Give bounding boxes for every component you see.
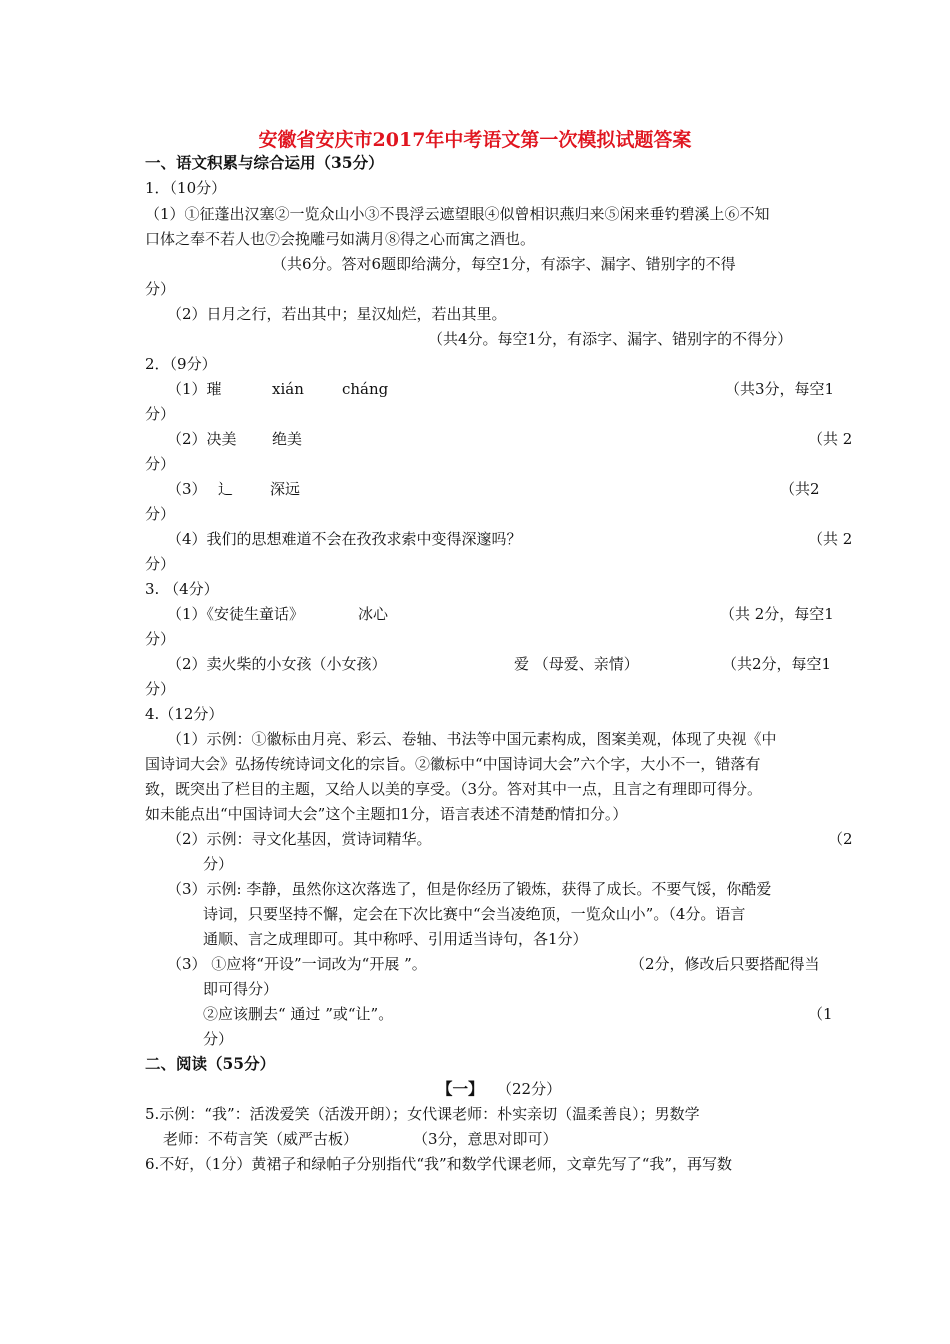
score-note: 分） xyxy=(203,855,234,873)
score-note: （共6分。答对6题即给满分，每空1分，有添字、漏字、错别字的不得 xyxy=(272,255,736,273)
score-note: 即可得分） xyxy=(203,980,279,998)
score-note: 分） xyxy=(145,630,176,648)
section-heading: 二、阅读（55分） xyxy=(145,1054,276,1073)
answer-line: （2）卖火柴的小女孩（小女孩） xyxy=(167,655,387,673)
score-note: （1 xyxy=(808,1005,833,1023)
pinyin: cháng xyxy=(342,380,389,398)
answer-line: 5.示例：“我”：活泼爱笑（活泼开朗）；女代课老师：朴实亲切（温柔善良）；男数学 xyxy=(145,1105,700,1123)
answer-line: 绝美 xyxy=(272,430,303,448)
answer-line: （3）示例: 李静，虽然你这次落选了，但是你经历了锻炼，获得了成长。不要气馁，你酷爱 xyxy=(167,880,772,898)
answer-line: （2）示例：寻文化基因，赏诗词精华。 xyxy=(167,830,432,848)
answer-line: 口体之奉不若人也⑦会挽雕弓如满月⑧得之心而寓之酒也。 xyxy=(145,230,536,248)
document-title: 安徽省安庆市2017年中考语文第一次模拟试题答案 xyxy=(258,129,692,151)
score-note: （2分，修改后只要搭配得当 xyxy=(630,955,820,973)
answer-line: ②应该删去“ 通过 ”或“让”。 xyxy=(203,1005,394,1023)
answer-line: 通顺、言之成理即可。其中称呼、引用适当诗句，各1分） xyxy=(203,930,588,948)
score-note: 分） xyxy=(145,680,176,698)
score-note: （共4分。每空1分，有添字、漏字、错别字的不得分） xyxy=(428,330,793,348)
score-note: 分） xyxy=(145,455,176,473)
answer-line: 致，既突出了栏目的主题，又给人以美的享受。（3分。答对其中一点，且言之有理即可得分。 xyxy=(145,780,763,798)
answer-line: 冰心 xyxy=(358,605,389,623)
score-note: 分） xyxy=(145,405,176,423)
answer-line: 老师：不苟言笑（威严古板） xyxy=(163,1130,359,1148)
answer-line: 如未能点出“中国诗词大会”这个主题扣1分，语言表述不清楚酌情扣分。） xyxy=(145,805,628,823)
question-header: 1．（10分） xyxy=(145,179,227,197)
subsection-heading: 【一】 xyxy=(437,1079,484,1098)
answer-line: 深远 xyxy=(270,480,301,498)
answer-line: 国诗词大会》弘扬传统诗词文化的宗旨。②徽标中“中国诗词大会”六个字，大小不一，错落有 xyxy=(145,755,761,773)
answer-line: （1）①征蓬出汉塞②一览众山小③不畏浮云遮望眼④似曾相识燕归来⑤闲来垂钓碧溪上⑥不知 xyxy=(145,205,770,223)
score-note: 分） xyxy=(145,280,176,298)
question-header: 4.（12分） xyxy=(145,705,224,723)
answer-line: （3） ①应将“开设”一词改为“开展 ”。 xyxy=(167,955,427,973)
subsection-score: （22分） xyxy=(497,1080,562,1098)
score-note: （共 2 xyxy=(808,430,853,448)
question-header: 3. （4分） xyxy=(145,580,219,598)
radical: 辶 xyxy=(218,480,234,498)
score-note: 分） xyxy=(145,505,176,523)
score-note: （共 2分，每空1 xyxy=(720,605,834,623)
answer-line: （1）示例：①徽标由月亮、彩云、卷轴、书法等中国元素构成，图案美观，体现了央视《中 xyxy=(167,730,777,748)
answer-line: （3） xyxy=(167,480,207,498)
score-note: （共2 xyxy=(780,480,820,498)
answer-line: （2）决美 xyxy=(167,430,237,448)
answer-line: 6.不好，（1分）黄裙子和绿帕子分别指代“我”和数学代课老师，文章先写了“我”，再写数 xyxy=(145,1155,733,1173)
pinyin: xián xyxy=(272,380,304,398)
score-note: （3分，意思对即可） xyxy=(413,1130,558,1148)
answer-line: （1）《安徒生童话》 xyxy=(167,605,305,623)
score-note: 分） xyxy=(203,1030,234,1048)
answer-line: （4）我们的思想难道不会在孜孜求索中变得深邃吗？ xyxy=(167,530,522,548)
score-note: （2 xyxy=(828,830,853,848)
answer-line: 爱 （母爱、亲情） xyxy=(514,655,639,673)
score-note: （共2分，每空1 xyxy=(722,655,832,673)
answer-line: 诗词，只要坚持不懈，定会在下次比赛中“会当凌绝顶，一览众山小”。（4分。语言 xyxy=(203,905,746,923)
answer-line: （1）璀 xyxy=(167,380,222,398)
answer-line: （2）日月之行，若出其中；星汉灿烂，若出其里。 xyxy=(167,305,507,323)
score-note: （共3分，每空1 xyxy=(725,380,835,398)
score-note: （共 2 xyxy=(808,530,853,548)
section-heading: 一、语文积累与综合运用（35分） xyxy=(145,153,384,172)
question-header: 2．（9分） xyxy=(145,355,217,373)
score-note: 分） xyxy=(145,555,176,573)
